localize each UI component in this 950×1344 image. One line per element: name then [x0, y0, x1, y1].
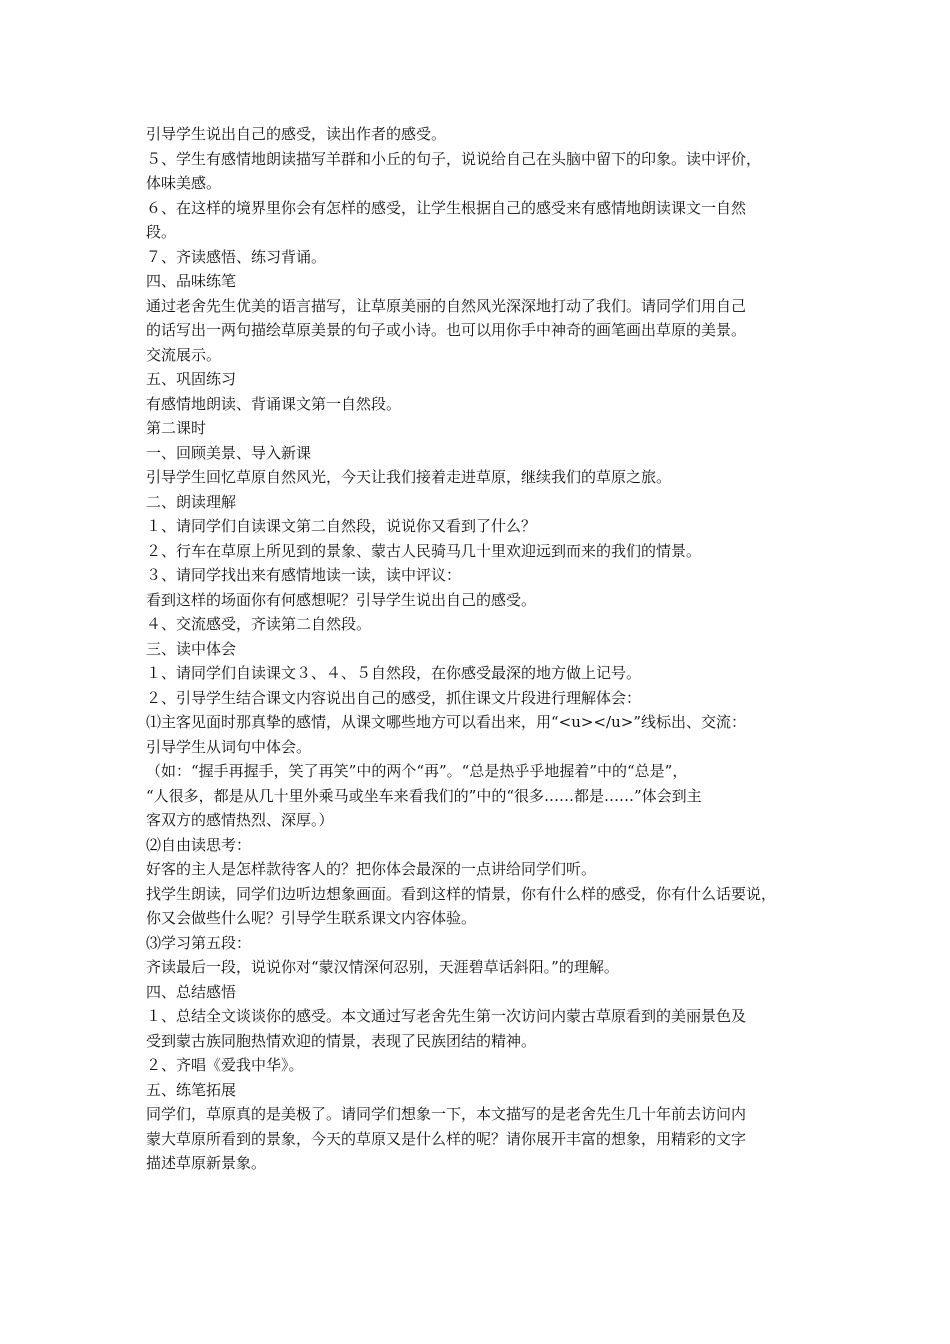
text-line: ２、引导学生结合课文内容说出自己的感受，抓住课文片段进行理解体会： — [146, 688, 642, 707]
text-line: 客双方的感情热烈、深厚。） — [146, 811, 334, 829]
text-line: ２、行车在草原上所见到的景象、蒙古人民骑马几十里欢迎远到而来的我们的情景。 — [146, 541, 702, 560]
text-line: 有感情地朗读、背诵课文第一自然段。 — [146, 394, 402, 413]
text-line: 齐读最后一段，说说你对“蒙汉情深何忍别，天涯碧草话斜阳。”的理解。 — [146, 958, 619, 976]
text-line: 看到这样的场面你有何感想呢？引导学生说出自己的感受。 — [146, 590, 537, 609]
text-line: ５、学生有感情地朗读描写羊群和小丘的句子，说说给自己在头脑中留下的印象。读中评价， — [146, 149, 762, 168]
text-line: 通过老舍先生优美的语言描写，让草原美丽的自然风光深深地打动了我们。请同学们用自己 — [146, 296, 747, 315]
text-line: ⑶学习第五段： — [146, 933, 252, 952]
text-line: ６、在这样的境界里你会有怎样的感受，让学生根据自己的感受来有感情地朗读课文一自然 — [146, 198, 747, 217]
section-heading: 五、练笔拓展 — [146, 1080, 237, 1099]
lesson-heading: 第二课时 — [146, 419, 207, 437]
text-line: ４、交流感受，齐读第二自然段。 — [146, 615, 372, 633]
text-line: 描述草原新景象。 — [146, 1154, 267, 1172]
text-line: 你又会做些什么呢？引导学生联系课文内容体验。 — [146, 909, 477, 927]
text-line: ⑴主客见面时那真挚的感情，从课文哪些地方可以看出来，用“<u></u>”线标出、交流： — [146, 713, 746, 731]
text-line: 段。 — [146, 223, 177, 241]
text-line: １、总结全文谈谈你的感受。本文通过写老舍先生第一次访问内蒙古草原看到的美丽景色及 — [146, 1007, 747, 1025]
text-line: ２、齐唱《爱我中华》。 — [146, 1056, 304, 1074]
text-line: 好客的主人是怎样款待客人的？把你体会最深的一点讲给同学们听。 — [146, 860, 597, 878]
document-body — [146, 122, 818, 1176]
text-line: 体味美感。 — [146, 174, 222, 192]
text-line: １、请同学们自读课文３、４、５自然段，在你感受最深的地方做上记号。 — [146, 664, 642, 682]
text-line: ７、齐读感悟、练习背诵。 — [146, 247, 327, 266]
section-heading: 一、回顾美景、导入新课 — [146, 443, 312, 462]
section-heading: 四、品味练笔 — [146, 272, 237, 290]
text-line: 引导学生说出自己的感受，读出作者的感受。 — [146, 125, 447, 143]
section-heading: 五、巩固练习 — [146, 370, 237, 388]
text-line: 的话写出一两句描绘草原美景的句子或小诗。也可以用你手中神奇的画笔画出草原的美景。 — [146, 321, 747, 339]
section-heading: 四、总结感悟 — [146, 982, 237, 1001]
text-line: 交流展示。 — [146, 345, 222, 364]
text-line: 找学生朗读，同学们边听边想象画面。看到这样的情景，你有什么样的感受，你有什么话要说， — [146, 884, 777, 903]
text-line: 引导学生从词句中体会。 — [146, 737, 312, 756]
text-line: （如：“握手再握手，笑了再笑”中的两个“再”。“总是热乎乎地握着”中的“总是”， — [146, 762, 688, 780]
text-line: 同学们，草原真的是美极了。请同学们想象一下，本文描写的是老舍先生几十年前去访问内 — [146, 1105, 747, 1123]
text-line: １、请同学们自读课文第二自然段，说说你又看到了什么？ — [146, 517, 537, 535]
text-line: ⑵自由读思考： — [146, 835, 252, 854]
section-heading: 三、读中体会 — [146, 639, 237, 658]
section-heading: 二、朗读理解 — [146, 492, 237, 511]
text-line: 受到蒙古族同胞热情欢迎的情景，表现了民族团结的精神。 — [146, 1031, 537, 1050]
text-line: 蒙大草原所看到的景象，今天的草原又是什么样的呢？请你展开丰富的想象，用精彩的文字 — [146, 1129, 747, 1148]
text-line: ３、请同学找出来有感情地读一读，读中评议： — [146, 566, 462, 584]
text-line: “人很多，都是从几十里外乘马或坐车来看我们的”中的“很多……都是……”体会到主 — [146, 786, 702, 805]
text-line: 引导学生回忆草原自然风光，今天让我们接着走进草原，继续我们的草原之旅。 — [146, 468, 672, 486]
